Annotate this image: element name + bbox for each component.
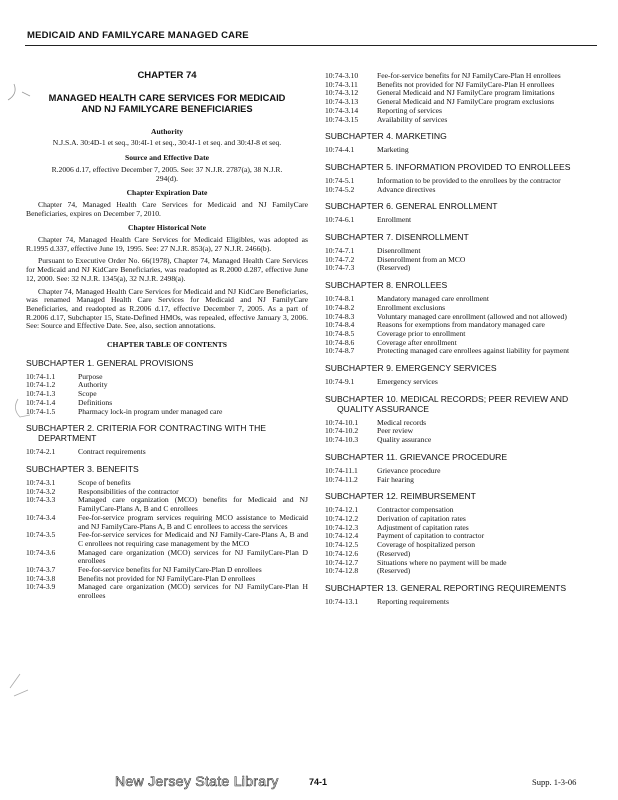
toc-entry [26, 583, 308, 600]
section-number: 10:74-10.1 [325, 417, 359, 427]
section-number: 10:74-2.1 [26, 447, 56, 457]
running-head: MEDICAID AND FAMILYCARE MANAGED CARE [27, 30, 249, 41]
section-title: Grievance procedure [377, 465, 441, 475]
subchapter-heading: SUBCHAPTER 10. MEDICAL RECORDS; PEER REVIEW AND QUALITY ASSURANCE [325, 393, 569, 414]
toc-entry [325, 476, 595, 485]
left-column [26, 72, 308, 601]
section-title: Authority [78, 380, 108, 390]
section-title: Fee-for-service services for Medicaid and NJ Family-Care-Plans A, B and C enrollees not requiring case management by the MCO [78, 530, 308, 548]
subchapter-section-list [325, 216, 595, 225]
subchapter-section-list [26, 448, 308, 457]
section-title: Managed care organization (MCO) services for NJ FamilyCare-Plan H enrollees [78, 582, 308, 601]
section-number: 10:74-11.2 [325, 474, 358, 484]
toc-entry [325, 378, 595, 387]
section-title: Reporting requirements [377, 596, 449, 606]
section-title: Voluntary managed care enrollment (allowed and not allowed) [377, 311, 567, 321]
history-heading: Chapter Historical Note [128, 223, 206, 233]
chapter-title: CHAPTER 74 [137, 70, 197, 81]
subchapter-heading: SUBCHAPTER 8. ENROLLEES [325, 280, 448, 291]
section-number: 10:74-3.13 [325, 97, 359, 107]
section-number: 10:74-3.14 [325, 105, 359, 115]
section-title: Purpose [78, 371, 103, 381]
source-text: R.2006 d.17, effective December 7, 2005. See: 37 N.J.R. 2787(a), 38 N.J.R. 294(d). [51, 164, 283, 183]
section-number: 10:74-10.2 [325, 426, 359, 436]
section-title: Situations where no payment will be made [377, 557, 507, 567]
right-subchapter-list [325, 131, 595, 606]
section-number: 10:74-8.5 [325, 328, 355, 338]
subchapter-section-list [26, 479, 308, 601]
section-number: 10:74-8.6 [325, 337, 355, 347]
section-number: 10:74-3.4 [26, 512, 56, 522]
section-title: Definitions [78, 397, 113, 407]
section-title: Reasons for exemptions from mandatory managed care [377, 320, 545, 330]
toc-entry [325, 186, 595, 195]
section-title: (Reserved) [377, 548, 411, 558]
section-title: Disenrollment [377, 246, 421, 256]
section-number: 10:74-13.1 [325, 596, 359, 606]
subchapter-section-list [325, 177, 595, 194]
section-number: 10:74-8.1 [325, 294, 355, 304]
section-title: Protecting managed care enrollees against liability for payment [377, 346, 570, 356]
section-number: 10:74-1.5 [26, 406, 56, 416]
section-number: 10:74-1.3 [26, 389, 56, 399]
scan-mark-icon [0, 670, 40, 700]
section-number: 10:74-1.2 [26, 380, 56, 390]
toc-entry [325, 427, 595, 436]
section-title: Pharmacy lock-in program under managed care [78, 406, 223, 416]
section-number: 10:74-3.6 [26, 547, 56, 557]
subchapter-heading: SUBCHAPTER 12. REIMBURSEMENT [325, 491, 476, 502]
authority-text: N.J.S.A. 30:4D-1 et seq., 30:4I-1 et seq., 30:4J-1 et seq. and 30:4J-8 et seq. [52, 138, 282, 148]
section-title: Contract requirements [78, 447, 146, 457]
toc-entry [325, 467, 595, 476]
authority-heading: Authority [150, 126, 184, 136]
subchapter-section-list [325, 146, 595, 155]
subchapter-section-list [325, 419, 595, 445]
section-title: Quality assurance [377, 435, 432, 445]
section-number: 10:74-1.1 [26, 371, 56, 381]
section-title: (Reserved) [377, 263, 411, 273]
section-title: General Medicaid and NJ FamilyCare program exclusions [377, 97, 555, 107]
section-number: 10:74-3.11 [325, 79, 358, 89]
section-title: Adjustment of capitation rates [377, 522, 469, 532]
toc-entry [26, 531, 308, 548]
section-title: Information to be provided to the enrollees by the contractor [377, 175, 561, 185]
section-number: 10:74-5.1 [325, 175, 355, 185]
section-number: 10:74-7.3 [325, 263, 355, 273]
section-title: Disenrollment from an MCO [377, 254, 466, 264]
toc-entry [325, 264, 595, 273]
section-title: (Reserved) [377, 566, 411, 576]
section-title: Derivation of capitation rates [377, 513, 466, 523]
subchapter-heading: SUBCHAPTER 9. EMERGENCY SERVICES [325, 363, 497, 374]
toc-entry [325, 559, 595, 568]
section-title: Fee-for-service program services requiring MCO assistance to Medicaid and NJ FamilyCare-Plans A, B and C enrollees to access the services [78, 512, 308, 531]
section-number: 10:74-12.4 [325, 531, 359, 541]
toc-entry [325, 256, 595, 265]
toc-entry [325, 347, 595, 356]
toc-entry [325, 295, 595, 304]
section-title: Contractor compensation [377, 505, 454, 515]
section-title: Responsibilities of the contractor [78, 486, 179, 496]
toc-entry [325, 567, 595, 576]
library-watermark: New Jersey State Library [115, 773, 279, 789]
section-title: Fair hearing [377, 474, 414, 484]
section-title: Medical records [377, 417, 427, 427]
section-title: General Medicaid and NJ FamilyCare program limitations [377, 88, 555, 98]
subchapter-section-list [26, 373, 308, 417]
section-number: 10:74-11.1 [325, 465, 358, 475]
section-number: 10:74-3.8 [26, 573, 56, 583]
section-number: 10:74-12.5 [325, 540, 359, 550]
section-number: 10:74-12.7 [325, 557, 359, 567]
subchapter-heading: SUBCHAPTER 2. CRITERIA FOR CONTRACTING WITH THE DEPARTMENT [26, 423, 267, 444]
toc-entry [325, 216, 595, 225]
subchapter-section-list [325, 247, 595, 273]
history-paragraph: Chapter 74, Managed Health Care Services for Medicaid Eligibles, was adopted as R.1995 d.337, effective June 19, 1995. See: 27 N.J.R. 853(a), 27 N.J.R. 2466(b). [26, 235, 308, 253]
section-title: Enrollment [377, 215, 412, 225]
subchapter-heading: SUBCHAPTER 13. GENERAL REPORTING REQUIREMENTS [325, 582, 567, 593]
right-column [325, 72, 595, 607]
section-number: 10:74-3.10 [325, 71, 359, 80]
expiration-heading: Chapter Expiration Date [126, 188, 208, 198]
subchapter-section-list [325, 378, 595, 387]
section-number: 10:74-12.1 [325, 505, 359, 515]
section-number: 10:74-8.4 [325, 320, 355, 330]
section-title: Scope of benefits [78, 477, 131, 487]
toc-entry [26, 549, 308, 566]
section-number: 10:74-7.1 [325, 246, 355, 256]
section-number: 10:74-5.2 [325, 184, 355, 194]
subchapter-section-list [325, 295, 595, 356]
supplement-date: Supp. 1-3-06 [532, 777, 577, 787]
section-number: 10:74-3.5 [26, 530, 56, 540]
subchapter-section-list [325, 467, 595, 484]
section-number: 10:74-3.12 [325, 88, 359, 98]
section-title: Fee-for-service benefits for NJ FamilyCare-Plan H enrollees [377, 71, 561, 80]
section-title: Peer review [377, 426, 414, 436]
header-rule [25, 45, 597, 46]
section-number: 10:74-8.2 [325, 302, 355, 312]
section-number: 10:74-1.4 [26, 397, 56, 407]
subchapter-heading: SUBCHAPTER 5. INFORMATION PROVIDED TO ENROLLEES [325, 161, 571, 172]
toc-entry [26, 448, 308, 457]
toc-entry [26, 381, 308, 390]
subchapter-heading: SUBCHAPTER 11. GRIEVANCE PROCEDURE [325, 451, 508, 462]
toc-entry [325, 146, 595, 155]
section-number: 10:74-10.3 [325, 435, 359, 445]
section-number: 10:74-7.2 [325, 254, 355, 264]
toc-entry [325, 436, 595, 445]
section-number: 10:74-3.1 [26, 477, 56, 487]
subchapter-heading: SUBCHAPTER 6. GENERAL ENROLLMENT [325, 201, 498, 212]
expiration-text: Chapter 74, Managed Health Care Services for Medicaid and NJ FamilyCare Beneficiaries, expires on December 7, 2010. [26, 199, 308, 218]
section-number: 10:74-8.7 [325, 346, 355, 356]
section-number: 10:74-3.3 [26, 495, 56, 505]
section-title: Scope [78, 389, 97, 399]
section-title: Managed care organization (MCO) services for NJ FamilyCare-Plan D enrollees [78, 547, 308, 566]
chapter-subtitle: MANAGED HEALTH CARE SERVICES FOR MEDICAID AND NJ FAMILYCARE BENEFICIARIES [48, 92, 286, 115]
section-number: 10:74-8.3 [325, 311, 355, 321]
section-number: 10:74-9.1 [325, 377, 355, 387]
section-title: Coverage after enrollment [377, 337, 457, 347]
subchapter-section-list [325, 598, 595, 607]
section-number: 10:74-3.15 [325, 114, 359, 124]
section-title: Advance directives [377, 184, 436, 194]
section-number: 10:74-12.8 [325, 566, 359, 576]
section-title: Enrollment exclusions [377, 302, 446, 312]
section-title: Emergency services [377, 377, 438, 387]
section-title: Managed care organization (MCO) benefits for Medicaid and NJ FamilyCare-Plans A, B and C enrollees [78, 495, 308, 514]
section-title: Fee-for-service benefits for NJ FamilyCare-Plan D enrollees [78, 565, 262, 575]
left-subchapter-list [26, 358, 308, 601]
toc-entry [26, 390, 308, 399]
toc-entry [26, 496, 308, 513]
section-title: Benefits not provided for NJ FamilyCare-Plan D enrollees [78, 573, 256, 583]
section-title: Benefits not provided for NJ FamilyCare-Plan H enrollees [377, 79, 555, 89]
subchapter-section-list [325, 506, 595, 576]
toc-entry [325, 177, 595, 186]
section-number: 10:74-6.1 [325, 215, 355, 225]
subchapter-heading: SUBCHAPTER 7. DISENROLLMENT [325, 232, 469, 243]
toc-entry [325, 541, 595, 550]
toc-entry [325, 116, 595, 125]
section-number: 10:74-3.2 [26, 486, 56, 496]
section-title: Marketing [377, 145, 409, 155]
section-title: Coverage of hospitalized person [377, 540, 476, 550]
toc-heading: CHAPTER TABLE OF CONTENTS [107, 340, 227, 350]
toc-entry [325, 598, 595, 607]
toc-entry [325, 419, 595, 428]
toc-entry [325, 107, 595, 116]
section-title: Mandatory managed care enrollment [377, 294, 489, 304]
section-title: Payment of capitation to contractor [377, 531, 485, 541]
subchapter-heading: SUBCHAPTER 1. GENERAL PROVISIONS [26, 357, 194, 368]
toc-entry [26, 514, 308, 531]
page-number: 74-1 [309, 777, 328, 787]
section-number: 10:74-3.9 [26, 582, 56, 592]
history-paragraph: Chapter 74, Managed Health Care Services for Medicaid and NJ KidCare Beneficiaries, was renamed Managed Health Care Services for Medicaid and NJ FamilyCare Beneficiaries, and readopted as R.2006 d.17, effective December 7, 2005. As a part of R.2006 d.17, Subchapter 15, State-Defined HMOs, was repealed, effective January 3, 2006. See: Source and Effective Date. See, also, section annotations. [26, 286, 308, 331]
section-number: 10:74-12.3 [325, 522, 359, 532]
section-number: 10:74-12.6 [325, 548, 359, 558]
subchapter-heading: SUBCHAPTER 4. MARKETING [325, 131, 447, 142]
toc-entry [325, 330, 595, 339]
section-title: Availability of services [377, 114, 448, 124]
subchapter-heading: SUBCHAPTER 3. BENEFITS [26, 463, 139, 474]
section-title: Coverage prior to enrollment [377, 328, 466, 338]
section-number: 10:74-4.1 [325, 145, 355, 155]
section-title: Reporting of services [377, 105, 442, 115]
toc-entry [325, 98, 595, 107]
history-paragraph: Pursuant to Executive Order No. 66(1978), Chapter 74, Managed Health Care Services for Medicaid and NJ KidCare Beneficiaries, was readopted as R.2000 d.287, effective June 12, 2000. See: 32 N.J.R. 1345(a), 32 N.J.R. 2498(a). [26, 256, 308, 283]
toc-entry [26, 373, 308, 382]
section-number: 10:74-3.7 [26, 565, 56, 575]
source-heading: Source and Effective Date [124, 153, 209, 163]
subchapter-3-continued-list [325, 72, 595, 124]
section-number: 10:74-12.2 [325, 513, 359, 523]
toc-entry [26, 408, 308, 417]
